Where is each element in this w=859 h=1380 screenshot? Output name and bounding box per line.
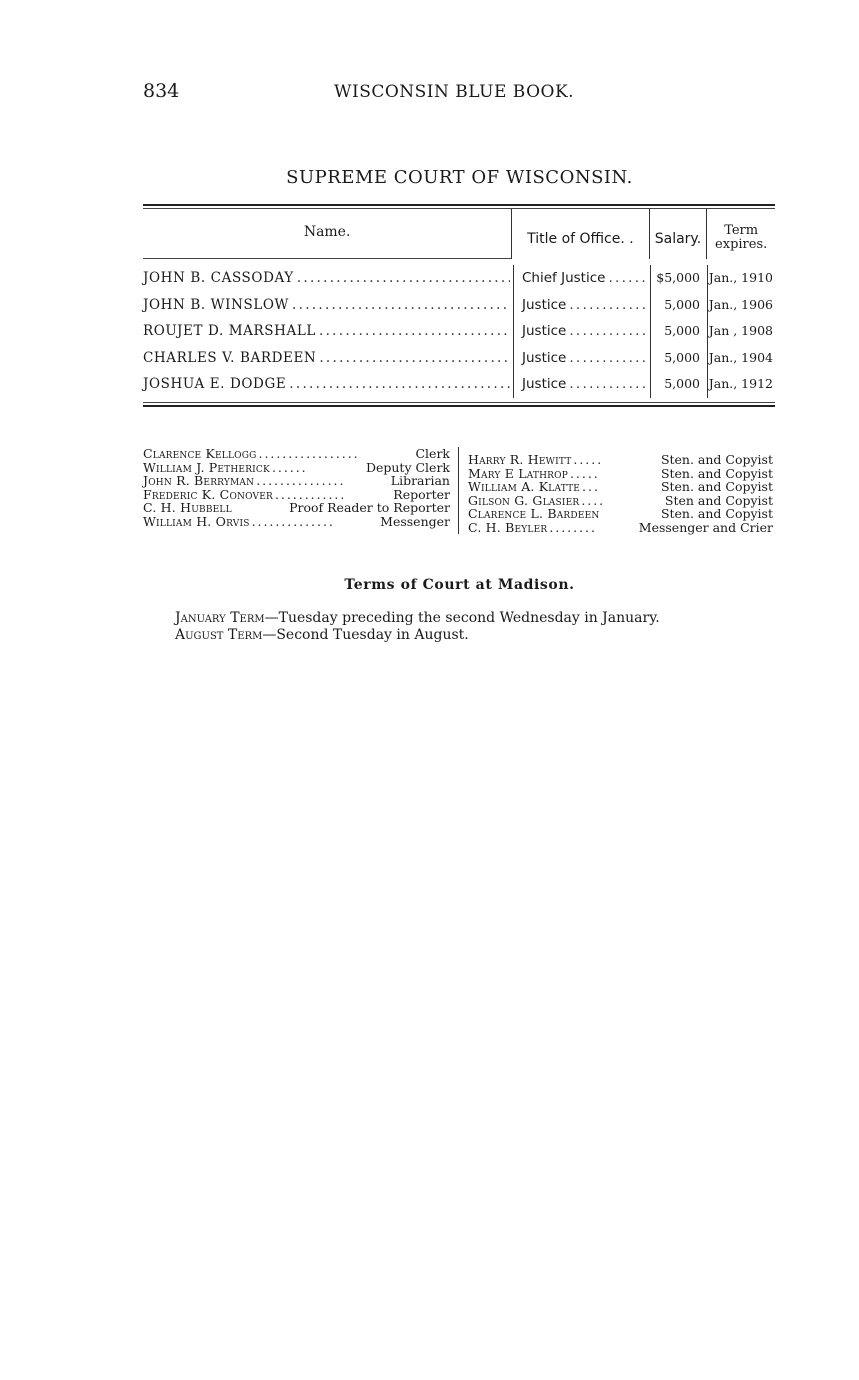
table-row <box>143 345 775 372</box>
staff-name: John R. Berryman <box>143 473 255 488</box>
justices-table <box>143 204 775 407</box>
justice-name <box>143 371 513 398</box>
term-text: —Second Tuesday in August. <box>262 627 469 643</box>
term-expires-value: Jan., 1906 <box>707 292 775 319</box>
term-entry <box>175 610 660 627</box>
header-salary: Salary. <box>649 209 707 259</box>
staff-dots: . . . . . . . . . . . . . . . <box>256 473 343 488</box>
page-number: 834 <box>143 80 180 102</box>
court-staff <box>143 447 773 534</box>
header-term-expires <box>706 209 775 259</box>
term-name: August Term <box>175 627 263 643</box>
salary-value: 5,000 <box>650 371 707 398</box>
office-title <box>513 371 650 398</box>
staff-entry <box>143 515 450 529</box>
staff-role: Proof Reader to Reporter <box>289 500 450 515</box>
staff-name: William A. Klatte <box>468 479 581 494</box>
terms-title: Terms of Court at Madison. <box>344 577 575 593</box>
staff-dots: . . . . <box>581 492 603 508</box>
term-expires-value: Jan., 1912 <box>707 371 775 398</box>
staff-role: Messenger <box>380 513 450 529</box>
staff-name: William J. Petherick <box>143 459 270 475</box>
staff-role: Reporter <box>393 486 450 502</box>
header-term-line2: expires. <box>715 237 768 252</box>
header-term-line1: Term <box>724 223 759 238</box>
staff-role: Clerk <box>415 446 450 461</box>
staff-entry <box>468 467 773 481</box>
term-expires-value: Jan., 1904 <box>707 345 775 372</box>
staff-dots: . . . . . . . . <box>549 519 594 535</box>
staff-entry <box>468 521 773 535</box>
staff-role: Sten and Copyist <box>664 492 773 508</box>
dot-leader <box>569 371 647 398</box>
dot-leader <box>319 345 510 372</box>
justice-name <box>143 265 513 292</box>
staff-dots: . . . . . . . . . . . . . . <box>251 513 332 529</box>
justice-name <box>143 292 513 319</box>
staff-name: C. H. Beyler <box>468 519 548 535</box>
table-row <box>143 371 775 398</box>
staff-entry <box>468 453 773 467</box>
dot-leader <box>297 265 510 292</box>
staff-entry <box>143 501 450 515</box>
salary-value: 5,000 <box>650 292 707 319</box>
dot-leader <box>569 345 647 372</box>
dot-leader <box>319 318 510 345</box>
staff-list-right <box>459 453 773 534</box>
staff-name: William H. Orvis <box>143 513 250 529</box>
staff-role: Sten. and Copyist <box>660 452 773 467</box>
staff-entry <box>143 447 450 461</box>
staff-dots: . . . . . . <box>271 459 305 475</box>
dot-leader <box>569 318 647 345</box>
dot-leader <box>569 292 647 319</box>
term-expires-value: Jan , 1908 <box>707 318 775 345</box>
office-title-text: Justice <box>522 349 567 366</box>
dot-leader <box>289 371 510 398</box>
staff-entry <box>143 461 450 475</box>
staff-name: Clarence Kellogg <box>143 446 257 461</box>
justice-name <box>143 318 513 345</box>
staff-dots: . . . . . . . . . . . . . . . . . <box>258 446 357 461</box>
staff-entry <box>468 480 773 494</box>
justice-name-text: JOHN B. WINSLOW <box>143 296 290 313</box>
header-title-of-office: Title of Office. . <box>511 209 648 259</box>
justice-name-text: CHARLES V. BARDEEN <box>143 349 317 366</box>
staff-role: Deputy Clerk <box>365 459 450 475</box>
staff-dots: . . . . . <box>569 465 597 481</box>
table-header-row <box>143 209 775 259</box>
salary-value: $5,000 <box>650 265 707 292</box>
dot-leader <box>292 292 510 319</box>
office-title <box>513 318 650 345</box>
staff-name: Frederic K. Conover <box>143 486 273 502</box>
header-name: Name. <box>143 209 511 259</box>
staff-entry <box>143 474 450 488</box>
justice-name <box>143 345 513 372</box>
justice-name-text: ROUJET D. MARSHALL <box>143 323 316 339</box>
table-row <box>143 292 775 319</box>
staff-dots: . . . . . <box>573 452 601 467</box>
staff-entry <box>468 494 773 508</box>
staff-role: Sten. and Copyist <box>660 506 773 521</box>
term-name: January Term <box>175 610 265 626</box>
staff-dots: . . . . . . . . . . . . <box>274 486 344 502</box>
office-title <box>513 265 650 292</box>
running-head: WISCONSIN BLUE BOOK. <box>334 82 575 102</box>
staff-role: Sten. and Copyist <box>660 465 773 481</box>
staff-name: Clarence L. Bardeen <box>468 506 600 521</box>
staff-role: Sten. and Copyist <box>660 479 773 494</box>
office-title-text: Justice <box>522 296 567 313</box>
section-title: SUPREME COURT OF WISCONSIN. <box>286 167 633 188</box>
office-title <box>513 345 650 372</box>
salary-value: 5,000 <box>650 345 707 372</box>
table-bottom-rule <box>143 402 775 407</box>
dot-leader <box>608 265 647 292</box>
staff-dots: . . . <box>582 479 597 494</box>
terms-list <box>175 610 660 644</box>
office-title-text: Justice <box>522 376 567 392</box>
staff-name: Gilson G. Glasier <box>468 492 580 508</box>
staff-role: Librarian <box>390 473 450 488</box>
office-title <box>513 292 650 319</box>
staff-entry <box>143 488 450 502</box>
office-title-text: Chief Justice <box>522 270 606 286</box>
staff-name: C. H. Hubbell <box>143 500 232 515</box>
salary-value: 5,000 <box>650 318 707 345</box>
table-row <box>143 265 775 292</box>
justice-name-text: JOSHUA E. DODGE <box>143 376 287 392</box>
staff-entry <box>468 507 773 521</box>
table-body <box>143 259 775 402</box>
term-text: —Tuesday preceding the second Wednesday in January. <box>264 610 660 626</box>
office-title-text: Justice <box>522 323 567 339</box>
staff-list-left <box>143 447 459 534</box>
term-expires-value: Jan., 1910 <box>707 265 775 292</box>
staff-role: Messenger and Crier <box>638 519 773 535</box>
term-entry <box>175 627 660 644</box>
justice-name-text: JOHN B. CASSODAY <box>143 270 294 286</box>
staff-name: Mary E Lathrop <box>468 465 568 481</box>
staff-name: Harry R. Hewitt <box>468 452 572 467</box>
table-row <box>143 318 775 345</box>
